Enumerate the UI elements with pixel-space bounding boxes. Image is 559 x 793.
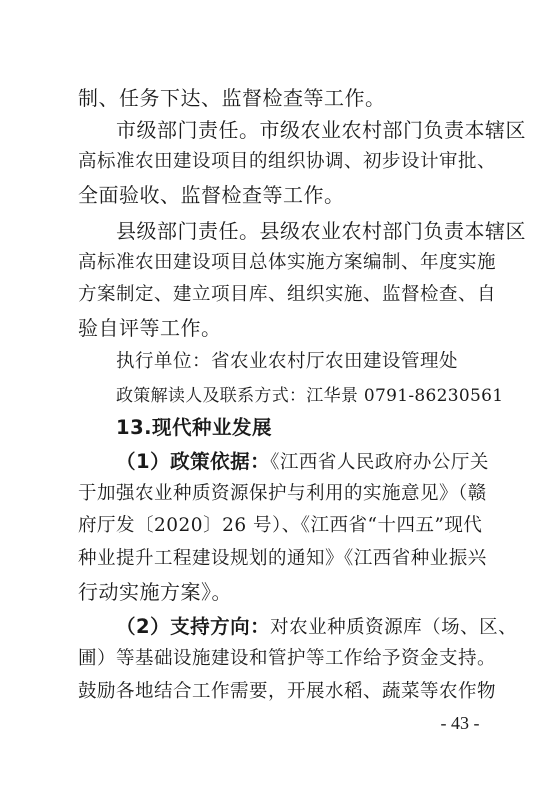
- text-line: 政策解读人及联系方式：江华景 0791-86230561: [116, 386, 504, 406]
- text-line: 圃）等基础设施建设和管护等工作给予资金支持。: [78, 648, 497, 669]
- support-direction-label: （2）支持方向：: [116, 615, 271, 638]
- text-line: 府厅发〔2020〕26 号）、《江西省“十四五”现代: [78, 515, 483, 536]
- text-line: 全面验收、监督检查等工作。: [78, 183, 345, 207]
- text-line: 鼓励各地结合工作需要，开展水稻、蔬菜等农作物: [78, 681, 497, 702]
- text-line: 制、任务下达、监督检查等工作。: [78, 86, 386, 110]
- text-line: 方案制定、建立项目库、组织实施、监督检查、自: [78, 284, 497, 305]
- text-line: 县级部门责任。县级农业农村部门负责本辖区: [116, 219, 526, 243]
- text-line: 验自评等工作。: [78, 316, 222, 340]
- text-line: 高标准农田建设项目总体实施方案编制、年度实施: [78, 252, 497, 273]
- text-line: 执行单位：省农业农村厅农田建设管理处: [116, 351, 459, 372]
- text-line: 高标准农田建设项目的组织协调、初步设计审批、: [78, 151, 497, 172]
- text-line: 种业提升工程建设规划的通知》《江西省种业振兴: [78, 548, 487, 569]
- text-line: 行动实施方案》。: [78, 580, 232, 604]
- text-line: 于加强农业种质资源保护与利用的实施意见》（赣: [78, 483, 487, 504]
- section-heading: 13.现代种业发展: [116, 416, 273, 439]
- policy-basis-label: （1）政策依据：: [116, 450, 271, 473]
- text-line: （2）支持方向：对农业种质资源库（场、区、: [116, 615, 518, 638]
- page-number: - 43 -: [440, 713, 480, 733]
- text-line: 市级部门责任。市级农业农村部门负责本辖区: [116, 118, 526, 142]
- text-line: （1）政策依据：《江西省人民政府办公厅关: [116, 450, 489, 473]
